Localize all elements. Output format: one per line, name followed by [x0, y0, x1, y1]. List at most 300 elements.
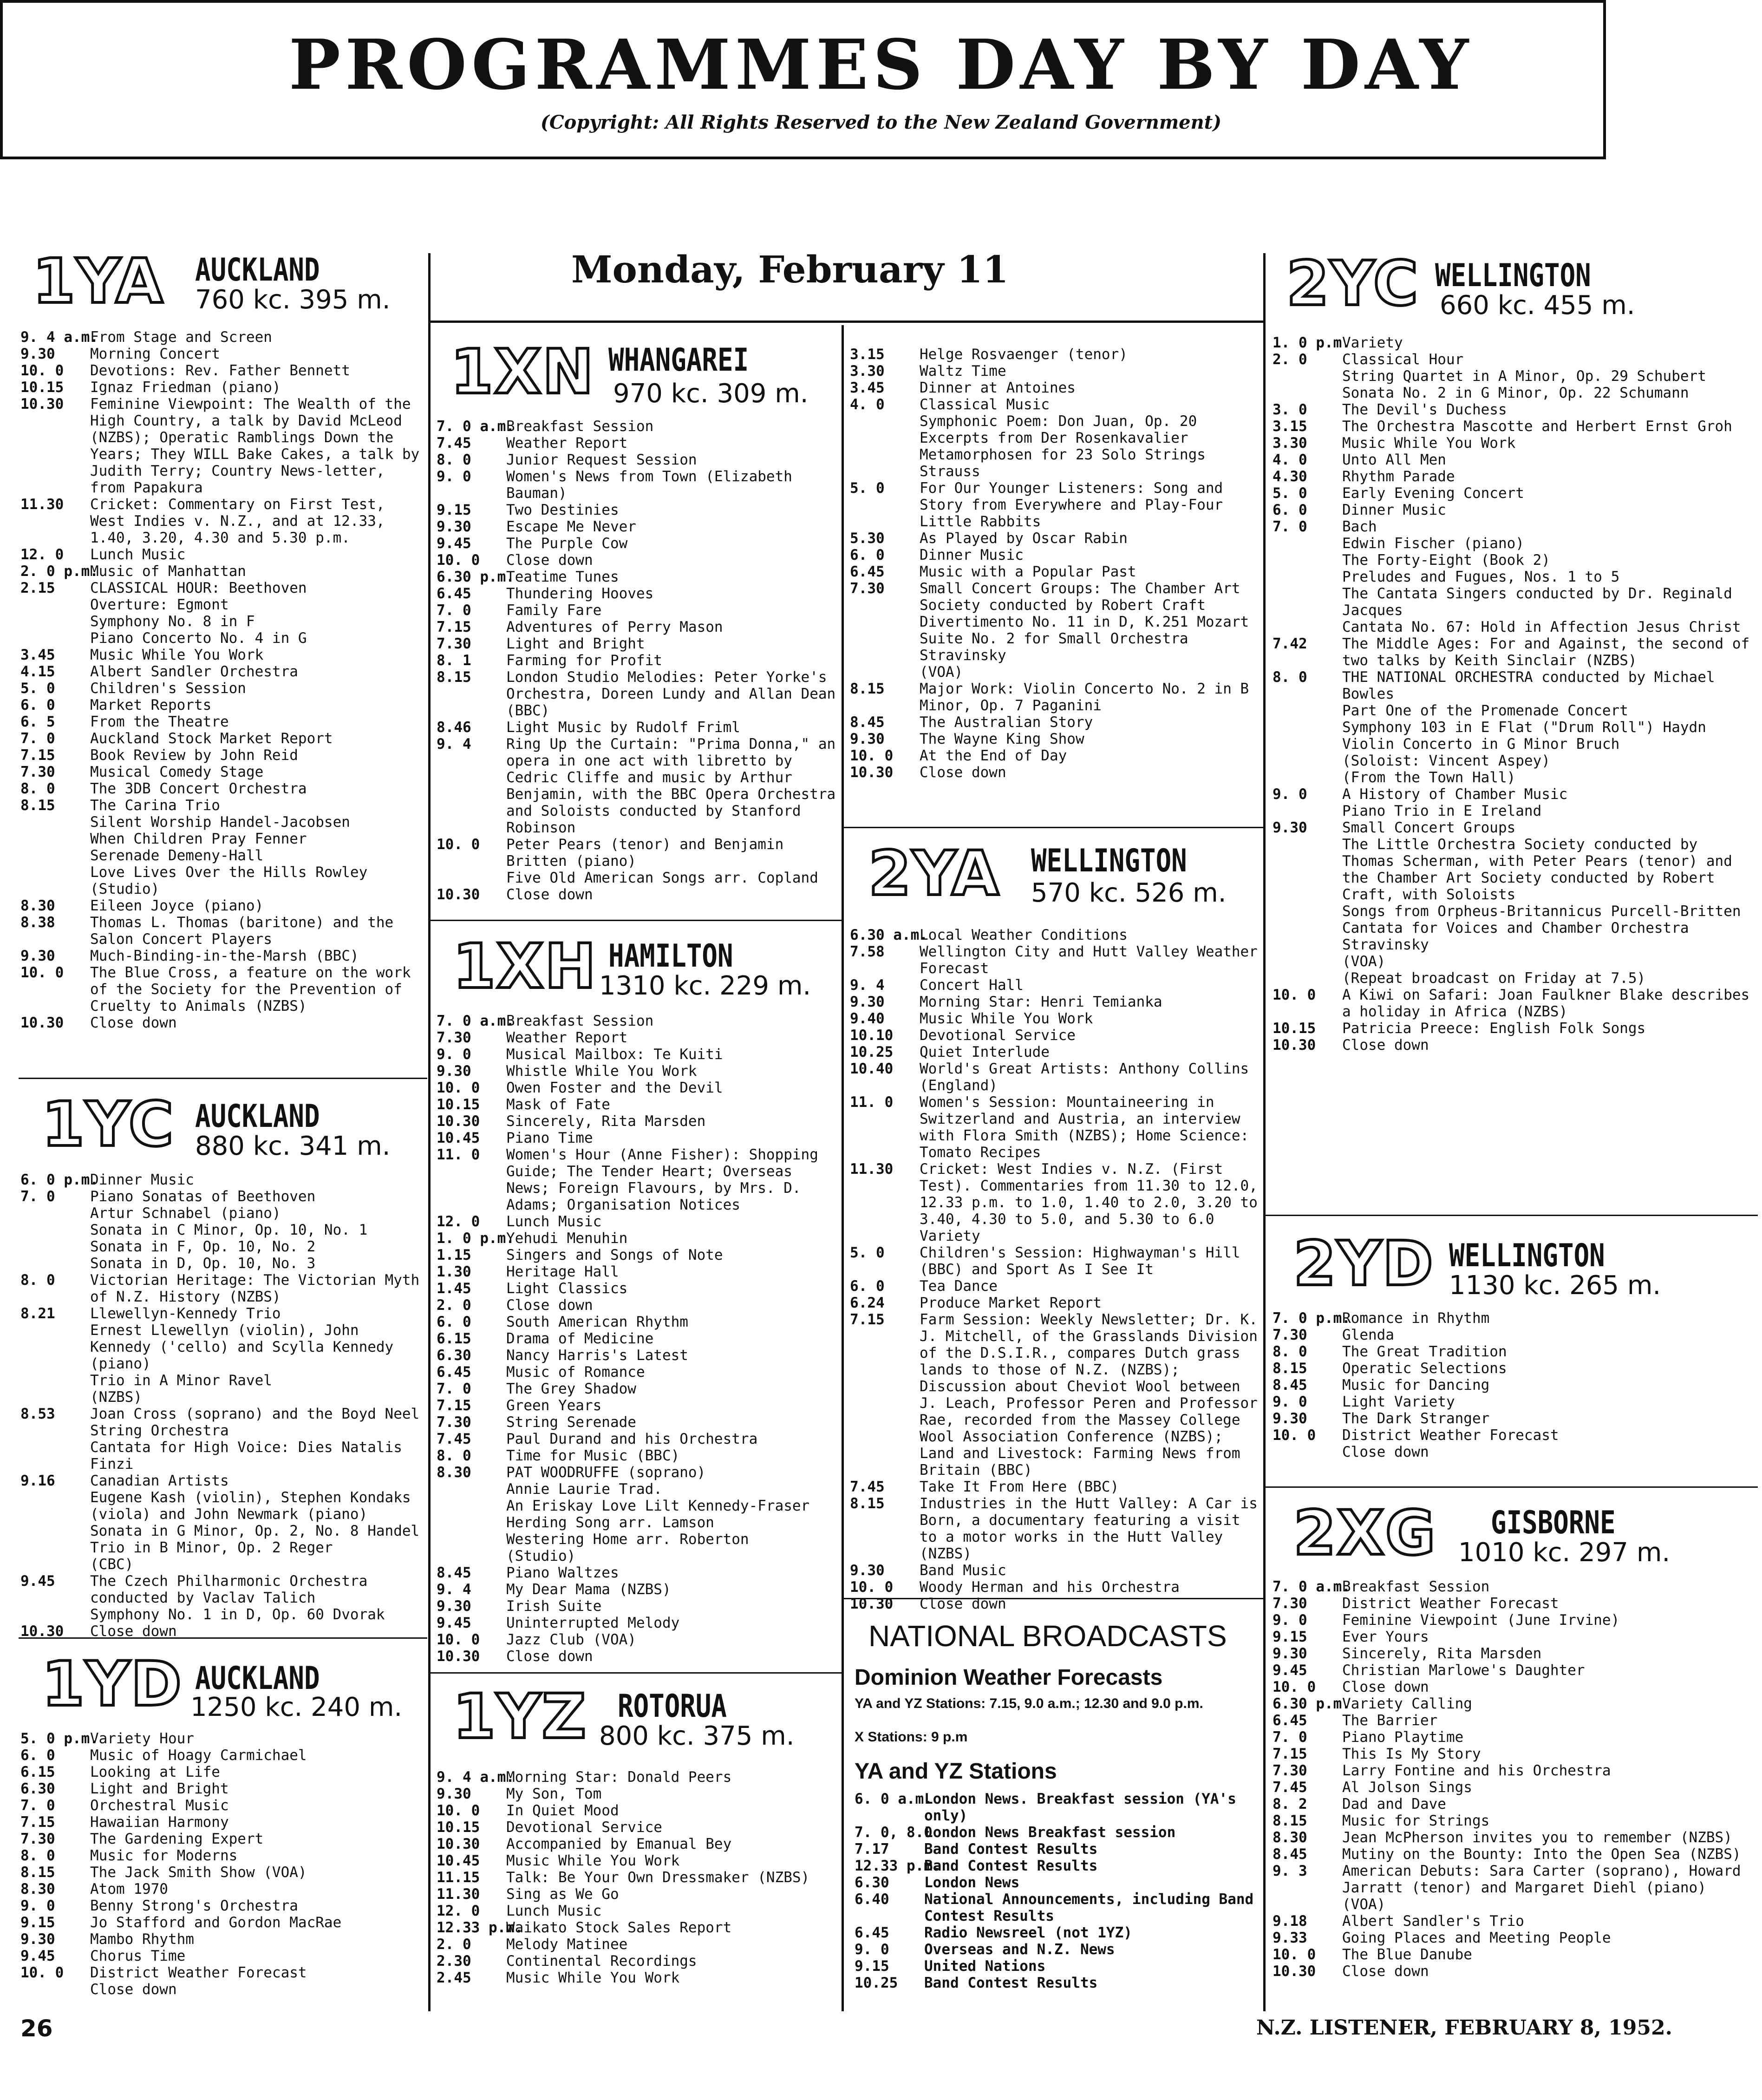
programme-time: 6. 5: [20, 713, 55, 730]
programme-title: Cantata for High Voice: Dies Natalis Finzi: [90, 1439, 402, 1472]
programme-item: [20, 1831, 420, 1847]
programme-item: [20, 780, 420, 797]
programme-item: [1273, 786, 1755, 803]
programme-item: [1273, 1393, 1755, 1410]
station-freq-1yd: 1250 kc. 240 m.: [190, 1692, 403, 1722]
programme-item: [1273, 920, 1755, 953]
programme-time: 5. 0: [850, 1244, 885, 1261]
programme-item: [850, 943, 1259, 977]
programme-time: 6.30 p.m.: [437, 569, 515, 585]
programme-title: Eileen Joyce (piano): [90, 897, 264, 914]
programme-item: [1273, 970, 1755, 987]
programme-time: 7.15: [20, 747, 55, 764]
programme-item: [1273, 1410, 1755, 1427]
programme-item: [1273, 1796, 1755, 1812]
programme-title: Piano Concerto No. 4 in G: [90, 630, 307, 647]
programme-title: Piano Playtime: [1342, 1729, 1464, 1746]
programme-item: [850, 1010, 1259, 1027]
programme-time: 8.15: [1273, 1360, 1307, 1377]
programme-title: Overseas and N.Z. News: [924, 1941, 1115, 1958]
programme-item: [437, 1481, 836, 1498]
programme-time: 9.45: [1273, 1662, 1307, 1679]
programme-item: [1273, 1020, 1755, 1037]
programme-time: 8.38: [20, 914, 55, 931]
programme-time: 8. 0: [1273, 1343, 1307, 1360]
programme-time: 8.53: [20, 1406, 55, 1422]
programme-item: [20, 730, 420, 747]
programme-title: Jean McPherson invites you to remember (NZBS): [1342, 1829, 1732, 1846]
programme-time: 10. 0: [437, 1079, 480, 1096]
programme-time: 9. 0: [1273, 1393, 1307, 1410]
programme-title: Small Concert Groups: [1342, 819, 1516, 836]
programme-title: Unto All Men: [1342, 451, 1446, 468]
programme-title: Atom 1970: [90, 1881, 168, 1897]
programme-title: Music of Romance: [506, 1364, 645, 1380]
programme-time: 6.30: [20, 1780, 55, 1797]
programme-item: [437, 585, 836, 602]
programme-title: Edwin Fischer (piano): [1342, 535, 1524, 552]
programme-time: 9.30: [850, 1562, 885, 1579]
station-city-1xh: HAMILTON: [608, 938, 733, 975]
programme-item: [850, 480, 1259, 530]
programme-time: 9.45: [20, 1573, 55, 1590]
station-freq-1xh: 1310 kc. 229 m.: [599, 971, 811, 1001]
programme-title: Waikato Stock Sales Report: [506, 1919, 732, 1936]
programme-title: Cantata No. 67: Hold in Affection Jesus Christ: [1342, 619, 1741, 635]
programme-item: [20, 613, 420, 630]
programme-title: My Son, Tom: [506, 1786, 602, 1802]
programme-time: 2.15: [20, 580, 55, 596]
programme-time: 8.30: [20, 897, 55, 914]
programme-title: (Studio): [90, 881, 160, 897]
programme-item: [20, 1238, 420, 1255]
programme-item: [850, 379, 1259, 396]
programme-time: 4. 0: [1273, 451, 1307, 468]
programme-item: [20, 1881, 420, 1897]
programme-time: 9. 4 a.m.: [437, 1769, 515, 1786]
programme-time: 10.30: [850, 1596, 894, 1612]
programme-title: Serenade Demeny-Hall: [90, 847, 264, 864]
programme-item: [1273, 752, 1755, 769]
programme-title: Violin Concerto in G Minor Bruch: [1342, 736, 1620, 752]
programme-item: [437, 836, 836, 870]
date-heading: Monday, February 11: [571, 248, 1009, 291]
programme-item: [437, 1631, 836, 1648]
programme-title: District Weather Forecast: [1342, 1427, 1559, 1444]
programme-item: [1273, 1779, 1755, 1796]
programme-item: [850, 430, 1259, 446]
programme-title: Farming for Profit: [506, 652, 662, 669]
programme-title: Piano Trio in E Ireland: [1342, 803, 1542, 819]
programme-list-2yd: [1273, 1310, 1755, 1460]
programme-time: 10.30: [437, 886, 480, 903]
programme-time: 8. 0: [1273, 669, 1307, 686]
programme-time: 10.30: [1273, 1963, 1316, 1980]
programme-title: Breakfast Session: [1342, 1578, 1490, 1595]
programme-item: [850, 927, 1259, 943]
programme-item: [1273, 1662, 1755, 1679]
programme-item: [1273, 569, 1755, 585]
programme-item: [437, 535, 836, 552]
programme-item: [20, 1523, 420, 1539]
programme-title: Talk: Be Your Own Dressmaker (NZBS): [506, 1869, 810, 1886]
programme-item: [437, 1029, 836, 1046]
programme-time: 7.15: [437, 619, 471, 635]
programme-time: 6.40: [855, 1891, 889, 1908]
programme-item: [437, 1786, 836, 1802]
programme-title: Metamorphosen for 23 Solo Strings Strauss: [920, 446, 1206, 480]
programme-time: 6. 0: [20, 697, 55, 713]
programme-time: 9. 4: [437, 736, 471, 752]
programme-time: 4. 0: [850, 396, 885, 413]
programme-title: At the End of Day: [920, 747, 1067, 764]
station-call-1yc: 1YC: [42, 1089, 175, 1160]
programme-item: [437, 719, 836, 736]
programme-list-1yd: [20, 1730, 420, 1998]
programme-item: [1273, 1746, 1755, 1762]
programme-time: 3.30: [850, 363, 885, 379]
programme-time: 7.42: [1273, 635, 1307, 652]
programme-title: Five Old American Songs arr. Copland: [506, 870, 818, 886]
programme-title: (VOA): [1342, 953, 1386, 970]
programme-title: The Barrier: [1342, 1712, 1438, 1729]
station-city-1yd: AUCKLAND: [195, 1660, 320, 1697]
programme-item: [437, 1936, 836, 1953]
programme-item: [1273, 1963, 1755, 1980]
programme-item: [20, 1573, 420, 1606]
programme-time: 2. 0 p.m.: [20, 563, 98, 580]
programme-time: 9.16: [20, 1472, 55, 1489]
programme-time: 8.15: [20, 797, 55, 814]
programme-item: [437, 1431, 836, 1447]
programme-list-1ya: [20, 329, 420, 1031]
programme-item: [437, 1819, 836, 1836]
programme-title: Quiet Interlude: [920, 1044, 1050, 1060]
programme-title: My Dear Mama (NZBS): [506, 1581, 671, 1598]
programme-title: A Kiwi on Safari: Joan Faulkner Blake describes a holiday in Africa (NZBS): [1342, 987, 1750, 1020]
programme-item: [20, 1255, 420, 1272]
programme-title: Music While You Work: [920, 1010, 1093, 1027]
programme-item: [1273, 769, 1755, 786]
programme-time: 9. 0: [1273, 1612, 1307, 1629]
programme-item: [1273, 1695, 1755, 1712]
programme-item: [437, 1581, 836, 1598]
programme-item: [1273, 485, 1755, 502]
programme-item: [20, 831, 420, 847]
programme-time: 8. 0: [437, 451, 471, 468]
programme-time: 9.15: [20, 1914, 55, 1931]
programme-item: [855, 1841, 1259, 1858]
programme-time: 9. 4: [850, 977, 885, 994]
programme-time: 2. 0: [437, 1297, 471, 1314]
programme-title: The Dark Stranger: [1342, 1410, 1490, 1427]
programme-title: Romance in Rhythm: [1342, 1310, 1490, 1327]
programme-title: Close down: [506, 1648, 593, 1665]
programme-time: 6. 0 p.m.: [20, 1171, 98, 1188]
programme-title: Breakfast Session: [506, 418, 654, 435]
programme-item: [1273, 903, 1755, 920]
programme-item: [850, 580, 1259, 614]
programme-time: 1. 0 p.m.: [1273, 334, 1351, 351]
programme-title: Women's Session: Mountaineering in Switzerland and Austria, an interview with Flora Smith (NZBS); Home Science: Tomato Recipes: [920, 1094, 1249, 1161]
programme-item: [855, 1874, 1259, 1891]
programme-item: [20, 1914, 420, 1931]
programme-time: 10.15: [437, 1819, 480, 1836]
programme-item: [1273, 803, 1755, 819]
programme-title: Bach: [1342, 518, 1377, 535]
programme-title: Sonata No. 2 in G Minor, Op. 22 Schumann: [1342, 385, 1689, 401]
programme-item: [20, 864, 420, 881]
programme-time: 7. 0: [20, 1797, 55, 1814]
programme-item: [1273, 1310, 1755, 1327]
programme-item: [437, 1852, 836, 1869]
programme-title: Preludes and Fugues, Nos. 1 to 5: [1342, 569, 1620, 585]
programme-title: Feminine Viewpoint (June Irvine): [1342, 1612, 1620, 1629]
programme-title: Auckland Stock Market Report: [90, 730, 333, 747]
programme-time: 5. 0 p.m.: [20, 1730, 98, 1747]
programme-title: Junior Request Session: [506, 451, 697, 468]
page-number: 26: [20, 2015, 53, 2042]
programme-title: CLASSICAL HOUR: Beethoven: [90, 580, 307, 596]
programme-time: 7.45: [437, 1431, 471, 1447]
programme-item: [850, 1244, 1259, 1278]
programme-item: [437, 569, 836, 585]
programme-title: Light Music by Rudolf Friml: [506, 719, 740, 736]
programme-title: Divertimento No. 11 in D, K.251 Mozart: [920, 614, 1249, 630]
programme-time: 10. 0: [20, 362, 64, 379]
programme-item: [850, 563, 1259, 580]
programme-title: PAT WOODRUFFE (soprano): [506, 1464, 706, 1481]
programme-item: [437, 1247, 836, 1263]
programme-time: 10. 0: [437, 836, 480, 853]
programme-title: Tea Dance: [920, 1278, 998, 1295]
programme-time: 11.30: [437, 1886, 480, 1903]
programme-time: 7.30: [1273, 1327, 1307, 1343]
programme-time: 10. 0: [437, 552, 480, 569]
programme-item: [1273, 1863, 1755, 1913]
programme-item: [20, 1171, 420, 1188]
programme-title: Escape Me Never: [506, 518, 636, 535]
programme-title: The Blue Danube: [1342, 1946, 1472, 1963]
programme-item: [437, 1280, 836, 1297]
programme-item: [20, 1489, 420, 1523]
programme-time: 1.30: [437, 1263, 471, 1280]
programme-title: Industries in the Hutt Valley: A Car is Born, a documentary featuring a visit to a motor works in the Hutt Valley (NZBS): [920, 1495, 1258, 1562]
programme-item: [20, 1556, 420, 1573]
programme-title: Overture: Egmont: [90, 596, 229, 613]
programme-time: 6. 0 a.m.: [855, 1791, 933, 1807]
programme-title: Sincerely, Rita Marsden: [1342, 1645, 1542, 1662]
programme-title: Music for Moderns: [90, 1847, 238, 1864]
programme-item: [850, 396, 1259, 413]
programme-time: 12. 0: [20, 546, 64, 563]
programme-title: Eugene Kash (violin), Stephen Kondaks (viola) and John Newmark (piano): [90, 1489, 411, 1523]
programme-item: [20, 1981, 420, 1998]
programme-time: 11. 0: [437, 1146, 480, 1163]
programme-time: 8.45: [850, 714, 885, 731]
programme-title: Sonata in D, Op. 10, No. 3: [90, 1255, 316, 1272]
programme-item: [20, 1606, 420, 1623]
programme-title: Rhythm Parade: [1342, 468, 1455, 485]
programme-title: South American Rhythm: [506, 1314, 688, 1330]
programme-item: [437, 1213, 836, 1230]
programme-title: The Gardening Expert: [90, 1831, 264, 1847]
programme-item: [855, 1941, 1259, 1958]
station-city-2xg: GISBORNE: [1491, 1505, 1616, 1541]
programme-title: Larry Fontine and his Orchestra: [1342, 1762, 1611, 1779]
programme-title: Musical Comedy Stage: [90, 764, 264, 780]
programme-item: [20, 647, 420, 663]
programme-time: 11.30: [20, 496, 64, 513]
programme-title: Mutiny on the Bounty: Into the Open Sea (NZBS): [1342, 1846, 1741, 1863]
programme-time: 6.45: [850, 563, 885, 580]
programme-title: Lunch Music: [506, 1903, 602, 1919]
programme-title: Feminine Viewpoint: The Wealth of the High Country, a talk by David McLeod (NZBS); Operatic Ramblings Down the Years; They WILL Bake Cakes, a talk by Judith Terry; Country News-letter, from Papakura: [90, 396, 420, 496]
programme-title: Classical Music: [920, 396, 1050, 413]
programme-title: Continental Recordings: [506, 1953, 697, 1969]
programme-time: 9.15: [1273, 1629, 1307, 1645]
programme-time: 6.15: [20, 1764, 55, 1780]
programme-title: Part One of the Promenade Concert: [1342, 702, 1628, 719]
programme-title: Time for Music (BBC): [506, 1447, 680, 1464]
programme-item: [437, 1464, 836, 1481]
programme-time: 9.30: [1273, 1410, 1307, 1427]
programme-title: Book Review by John Reid: [90, 747, 298, 764]
programme-title: Sonata in C Minor, Op. 10, No. 1: [90, 1222, 368, 1238]
programme-time: 3. 0: [1273, 401, 1307, 418]
programme-item: [20, 329, 420, 346]
programme-item: [20, 580, 420, 596]
station-freq-1ya: 760 kc. 395 m.: [195, 285, 391, 315]
programme-time: 8.45: [437, 1564, 471, 1581]
programme-title: Thomas L. Thomas (baritone) and the Salon Concert Players: [90, 914, 394, 948]
programme-title: Close down: [506, 1297, 593, 1314]
programme-item: [850, 630, 1259, 664]
programme-item: [20, 496, 420, 546]
programme-title: Close down: [920, 764, 1006, 781]
programme-item: [437, 1447, 836, 1464]
programme-time: 5. 0: [1273, 485, 1307, 502]
programme-title: Devotional Service: [506, 1819, 662, 1836]
programme-title: Nancy Harris's Latest: [506, 1347, 688, 1364]
programme-item: [20, 1322, 420, 1372]
programme-time: 10.25: [850, 1044, 894, 1060]
programme-item: [437, 1314, 836, 1330]
programme-title: Close down: [1342, 1963, 1429, 1980]
programme-title: The Czech Philharmonic Orchestra conducted by Vaclav Talich: [90, 1573, 368, 1606]
programme-list-1xn: [437, 418, 836, 903]
programme-title: Silent Worship Handel-Jacobsen: [90, 814, 350, 831]
programme-title: Mask of Fate: [506, 1096, 610, 1113]
programme-title: The Grey Shadow: [506, 1380, 636, 1397]
programme-item: [437, 1615, 836, 1631]
programme-item: [20, 1406, 420, 1439]
programme-title: London News. Breakfast session (YA's only): [924, 1791, 1236, 1824]
programme-time: 8.30: [20, 1881, 55, 1897]
programme-time: 1.15: [437, 1247, 471, 1263]
programme-time: 4.15: [20, 663, 55, 680]
programme-time: 8.21: [20, 1305, 55, 1322]
programme-item: [437, 635, 836, 652]
programme-item: [1273, 669, 1755, 702]
programme-time: 11.30: [850, 1161, 894, 1178]
programme-time: 10. 0: [1273, 1679, 1316, 1695]
programme-title: Teatime Tunes: [506, 569, 619, 585]
programme-title: The Wayne King Show: [920, 731, 1084, 747]
programme-item: [437, 1802, 836, 1819]
programme-time: 9. 0: [437, 468, 471, 485]
programme-title: Sonata in G Minor, Op. 2, No. 8 Handel: [90, 1523, 420, 1539]
programme-item: [850, 1027, 1259, 1044]
programme-item: [850, 413, 1259, 430]
programme-time: 9. 4 a.m.: [20, 329, 98, 346]
programme-item: [1273, 1427, 1755, 1444]
programme-item: [850, 680, 1259, 714]
programme-time: 10.30: [437, 1836, 480, 1852]
programme-title: Concert Hall: [920, 977, 1024, 994]
programme-item: [20, 1372, 420, 1389]
programme-time: 12.33 p.m.: [437, 1919, 523, 1936]
programme-item: [850, 664, 1259, 680]
programme-title: Hawaiian Harmony: [90, 1814, 229, 1831]
programme-time: 7.30: [437, 1414, 471, 1431]
programme-time: 9. 3: [1273, 1863, 1307, 1879]
programme-item: [20, 797, 420, 814]
programme-item: [1273, 953, 1755, 970]
programme-time: 9.45: [437, 535, 471, 552]
programme-time: 11.15: [437, 1869, 480, 1886]
programme-item: [855, 1824, 1259, 1841]
programme-item: [20, 964, 420, 1014]
programme-title: Light Classics: [506, 1280, 628, 1297]
programme-time: 10. 0: [1273, 1946, 1316, 1963]
programme-time: 7.30: [437, 635, 471, 652]
programme-item: [1273, 1595, 1755, 1612]
programme-item: [20, 914, 420, 948]
programme-item: [855, 1891, 1259, 1924]
programme-time: 7. 0 a.m.: [437, 1013, 515, 1029]
programme-title: The Jack Smith Show (VOA): [90, 1864, 307, 1881]
programme-item: [20, 897, 420, 914]
programme-time: 9.15: [437, 502, 471, 518]
programme-title: Victorian Heritage: The Victorian Myth of N.Z. History (NZBS): [90, 1272, 420, 1305]
programme-title: Close down: [1342, 1679, 1429, 1695]
programme-time: 6. 0: [850, 1278, 885, 1295]
programme-item: [437, 1263, 836, 1280]
programme-title: From Stage and Screen: [90, 329, 272, 346]
programme-item: [850, 446, 1259, 480]
programme-item: [855, 1958, 1259, 1975]
programme-title: The Little Orchestra Society conducted by Thomas Scherman, with Peter Pears (tenor) and the Chamber Art Society conducted by Robert Craft, with Soloists: [1342, 836, 1732, 903]
programme-time: 10.25: [855, 1975, 898, 1991]
page-header: [0, 0, 1606, 159]
programme-title: Music for Strings: [1342, 1812, 1490, 1829]
programme-title: Looking at Life: [90, 1764, 220, 1780]
programme-item: [437, 619, 836, 635]
programme-time: 6.45: [855, 1924, 889, 1941]
programme-item: [850, 1579, 1259, 1596]
programme-time: 6.30 a.m.: [850, 927, 928, 943]
programme-title: Weather Report: [506, 435, 628, 451]
programme-item: [1273, 1679, 1755, 1695]
programme-item: [20, 948, 420, 964]
programme-time: 9.15: [855, 1958, 889, 1975]
programme-item: [850, 530, 1259, 547]
programme-item: [437, 1063, 836, 1079]
programme-item: [437, 736, 836, 836]
programme-item: [20, 1730, 420, 1747]
programme-item: [850, 1295, 1259, 1311]
